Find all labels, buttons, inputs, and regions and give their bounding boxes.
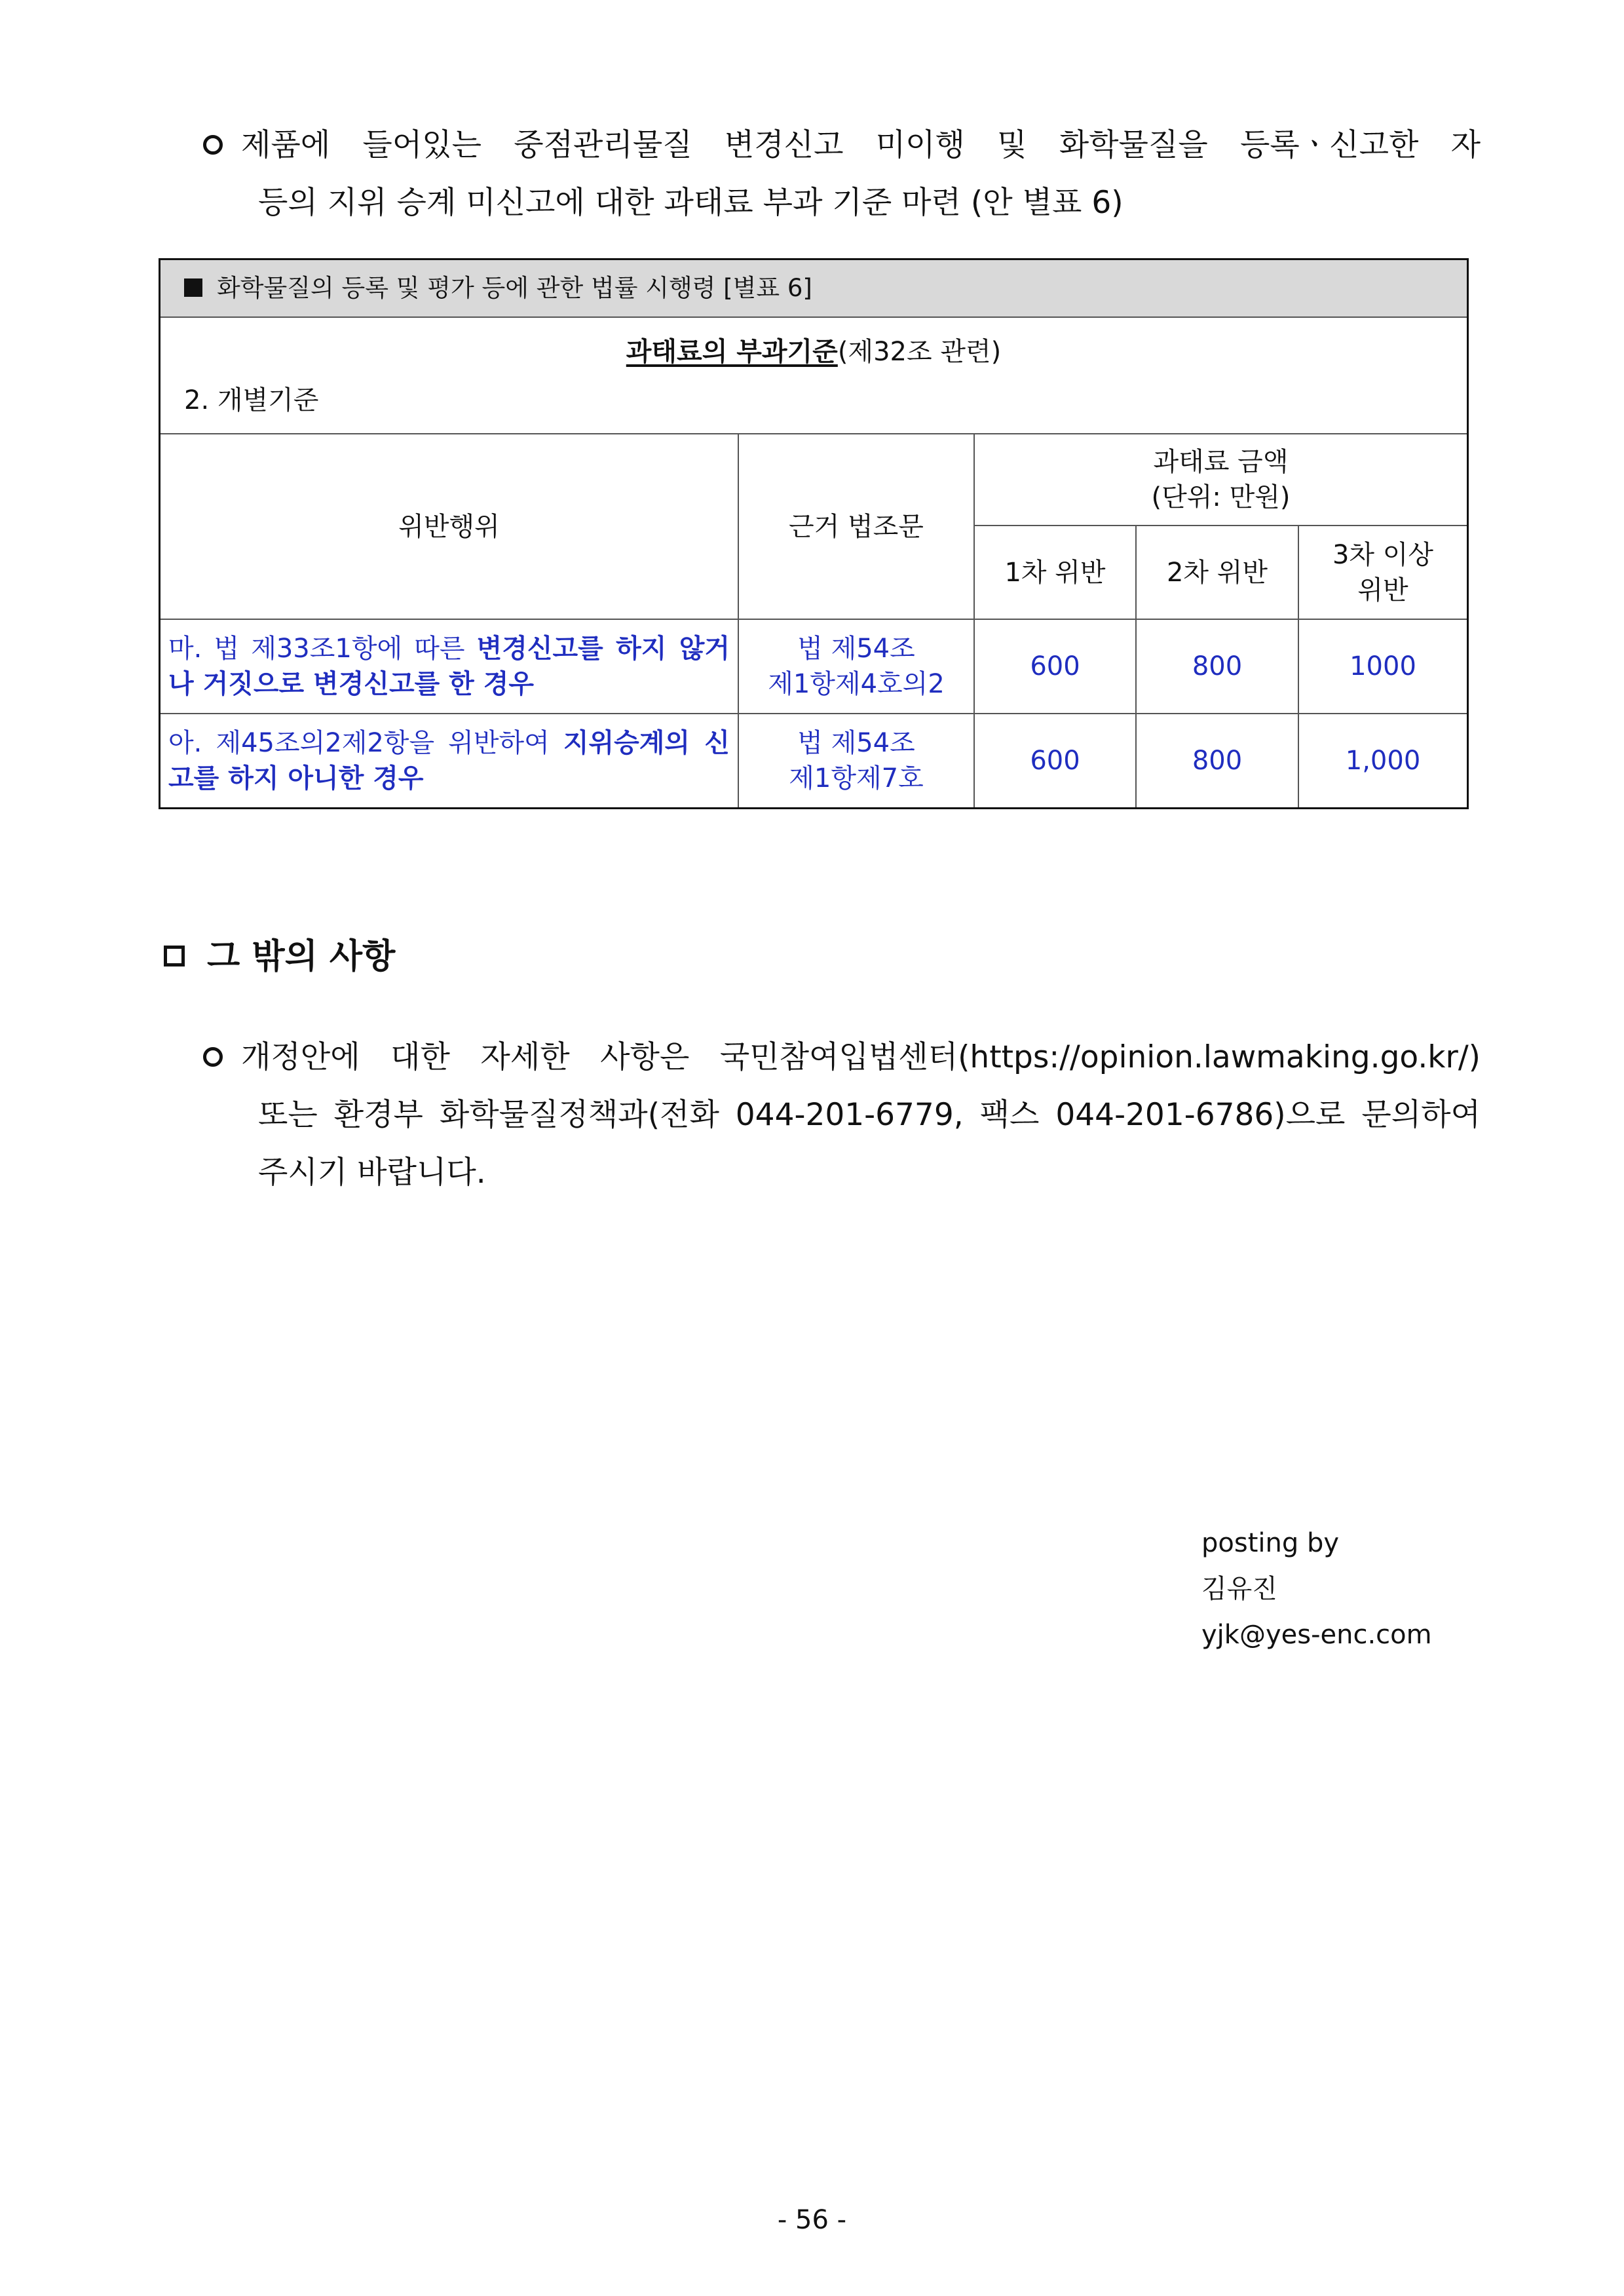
signature-block [1201, 1520, 1432, 1658]
law-title-bold: 과태료의 부과기준 [626, 337, 838, 367]
row1-basis-line1: 법 제54조 [797, 634, 915, 664]
row1-second: 800 [1136, 619, 1298, 714]
other-heading-text: 그 밖의 사항 [207, 937, 396, 976]
row1-basis [738, 619, 974, 714]
row1-first: 600 [974, 619, 1136, 714]
row2-third: 1,000 [1298, 714, 1467, 807]
header-basis: 근거 법조문 [738, 434, 974, 619]
other-paragraph [203, 1029, 1481, 1202]
intro-line-1: 제품에 들어있는 중점관리물질 변경신고 미이행 및 화학물질을 등록ㆍ신고한 자 [241, 127, 1481, 163]
fee-table [161, 433, 1467, 807]
square-bullet-icon [164, 946, 185, 966]
row1-violation-plain: 마. 법 제33조1항에 따른 [168, 634, 477, 664]
header-violation: 위반행위 [161, 434, 738, 619]
signature-name: 김유진 [1201, 1574, 1277, 1604]
intro-line-2: 등의 지위 승계 미신고에 대한 과태료 부과 기준 마련 (안 별표 6) [258, 185, 1124, 221]
signature-email: yjk@yes-enc.com [1201, 1620, 1432, 1650]
header-third [1298, 526, 1467, 619]
row2-violation-plain: 아. 제45조의2제2항을 위반하여 [168, 728, 563, 758]
circle-bullet-icon [203, 135, 223, 155]
law-subtitle: 2. 개별기준 [184, 385, 319, 415]
law-header-text: 화학물질의 등록 및 평가 등에 관한 법률 시행령 [별표 6] [217, 274, 812, 302]
other-line-3: 주시기 바랍니다. [258, 1155, 486, 1191]
header-second: 2차 위반 [1136, 526, 1298, 619]
row1-third: 1000 [1298, 619, 1467, 714]
row2-basis [738, 714, 974, 807]
law-title-rest: (제32조 관련) [837, 337, 1002, 367]
header-amount [974, 434, 1467, 526]
other-line-1: 개정안에 대한 자세한 사항은 국민참여입법센터(https://opinion.lawmaking.go.kr/) [241, 1039, 1481, 1075]
row2-first: 600 [974, 714, 1136, 807]
law-title [161, 318, 1467, 372]
row2-violation [161, 714, 738, 807]
law-header [161, 260, 1467, 318]
table-row [161, 714, 1467, 807]
other-heading [164, 928, 395, 985]
row1-basis-line2: 제1항제4호의2 [768, 669, 945, 699]
row1-violation [161, 619, 738, 714]
row2-basis-line2: 제1항제7호 [789, 763, 924, 794]
black-square-icon [184, 278, 202, 297]
header-amount-line1: 과태료 금액 [1153, 447, 1289, 477]
signature-posted: posting by [1201, 1528, 1340, 1558]
row2-violation-bold: 지위승계의 신고를 하지 아니한 경우 [168, 728, 730, 794]
law-excerpt-box [159, 258, 1469, 809]
row1-violation-bold: 변경신고를 하지 않거나 거짓으로 변경신고를 한 경우 [168, 634, 730, 699]
table-row [161, 619, 1467, 714]
page-number: - 56 - [777, 2205, 847, 2235]
header-amount-line2: (단위: 만원) [1151, 482, 1291, 512]
row2-second: 800 [1136, 714, 1298, 807]
row2-basis-line1: 법 제54조 [797, 728, 915, 758]
header-third-line1: 3차 이상 [1332, 539, 1434, 570]
other-line-2: 또는 환경부 화학물질정책과(전화 044-201-6779, 팩스 044-201-6786)으로 문의하여 [258, 1097, 1481, 1133]
header-third-line2: 위반 [1357, 575, 1408, 605]
circle-bullet-icon [203, 1047, 223, 1067]
intro-paragraph [203, 117, 1481, 232]
header-first: 1차 위반 [974, 526, 1136, 619]
